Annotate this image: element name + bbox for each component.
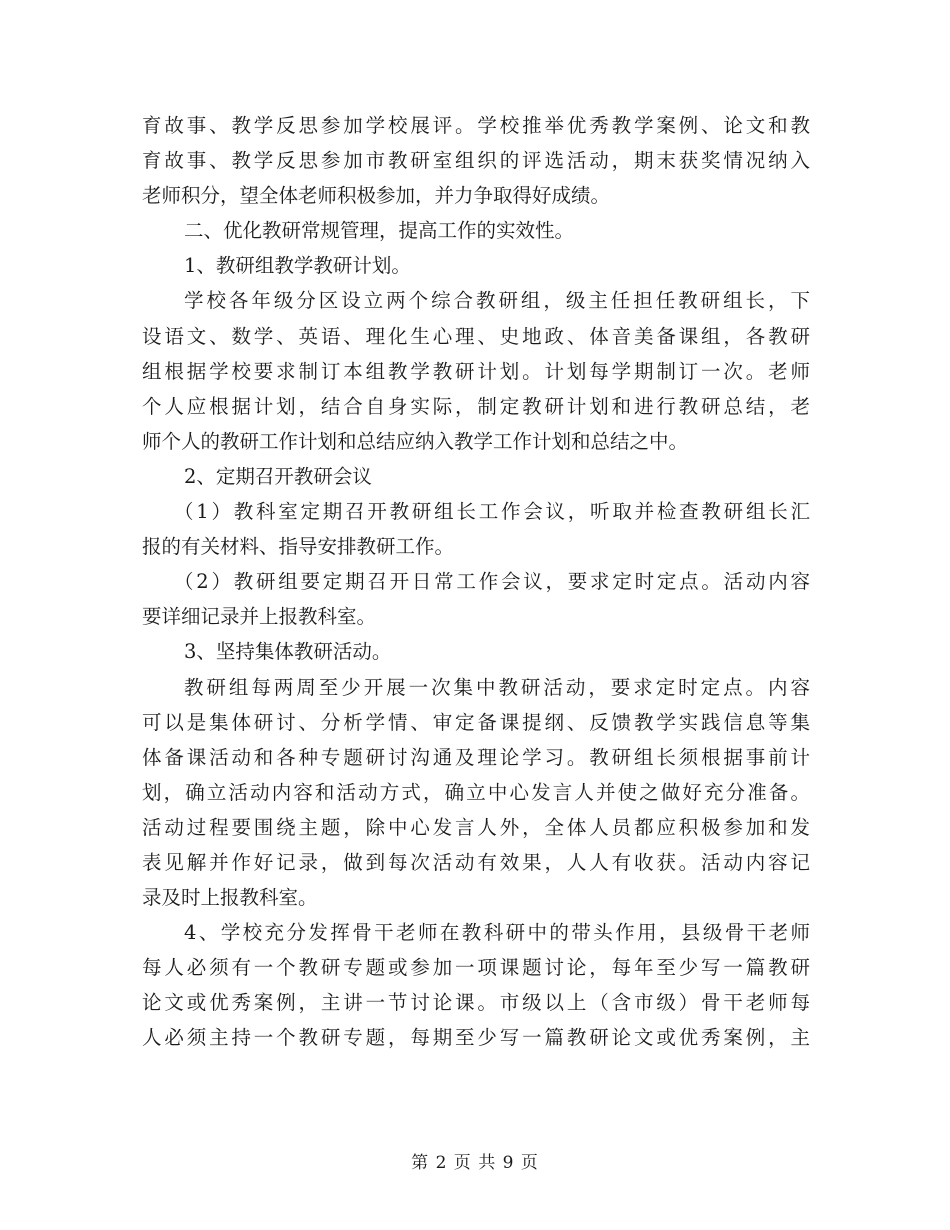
text-line: 可以是集体研讨、分析学情、审定备课提纲、反馈教学实践信息等集 bbox=[142, 710, 810, 734]
text-line: 每人必须有一个教研专题或参加一项课题讨论，每年至少写一篇教研 bbox=[142, 956, 810, 980]
subsection-heading: 2、定期召开教研会议 bbox=[184, 464, 372, 488]
text-line: 体备课活动和各种专题研讨沟通及理论学习。教研组长须根据事前计 bbox=[142, 745, 810, 769]
text-line: 人必须主持一个教研专题，每期至少写一篇教研论文或优秀案例，主 bbox=[142, 1026, 810, 1050]
text-line: 个人应根据计划，结合自身实际，制定教研计划和进行教研总结，老 bbox=[142, 394, 810, 418]
text-line: 组根据学校要求制订本组教学教研计划。计划每学期制订一次。老师 bbox=[142, 359, 810, 383]
text-line: 论文或优秀案例，主讲一节讨论课。市级以上（含市级）骨干老师每 bbox=[142, 991, 810, 1015]
text-line: 师个人的教研工作计划和总结应纳入教学工作计划和总结之中。 bbox=[142, 429, 689, 453]
text-line: 育故事、教学反思参加市教研室组织的评选活动，期末获奖情况纳入 bbox=[142, 149, 810, 173]
subsection-heading: 1、教研组教学教研计划。 bbox=[184, 254, 411, 278]
text-line: 学校各年级分区设立两个综合教研组，级主任担任教研组长，下 bbox=[184, 289, 810, 313]
text-line: （2）教研组要定期召开日常工作会议，要求定时定点。活动内容 bbox=[174, 570, 810, 594]
text-line: 要详细记录并上报教科室。 bbox=[142, 605, 377, 629]
subsection-heading: 3、坚持集体教研活动。 bbox=[184, 640, 392, 664]
text-line: 活动过程要围绕主题，除中心发言人外，全体人员都应积极参加和发 bbox=[142, 815, 810, 839]
text-line: 教研组每两周至少开展一次集中教研活动，要求定时定点。内容 bbox=[184, 675, 810, 699]
text-line: 育故事、教学反思参加学校展评。学校推举优秀教学案例、论文和教 bbox=[142, 114, 810, 137]
text-line: 报的有关材料、指导安排教研工作。 bbox=[142, 535, 455, 559]
text-line: 表见解并作好记录，做到每次活动有效果，人人有收获。活动内容记 bbox=[142, 850, 810, 874]
page-number-footer: 第 2 页 共 9 页 bbox=[411, 1153, 539, 1173]
body-text bbox=[142, 108, 810, 1056]
text-line: 4、学校充分发挥骨干老师在教科研中的带头作用，县级骨干老师 bbox=[184, 921, 810, 945]
text-line: 划，确立活动内容和活动方式，确立中心发言人并使之做好充分准备。 bbox=[142, 780, 810, 804]
text-line: 设语文、数学、英语、理化生心理、史地政、体音美备课组，各教研 bbox=[142, 324, 810, 348]
text-line: 录及时上报教科室。 bbox=[142, 886, 318, 910]
section-heading: 二、优化教研常规管理，提高工作的实效性。 bbox=[184, 219, 575, 243]
text-line: 老师积分，望全体老师积极参加，并力争取得好成绩。 bbox=[142, 184, 611, 208]
text-line: （1）教科室定期召开教研组长工作会议，听取并检查教研组长汇 bbox=[174, 500, 810, 524]
